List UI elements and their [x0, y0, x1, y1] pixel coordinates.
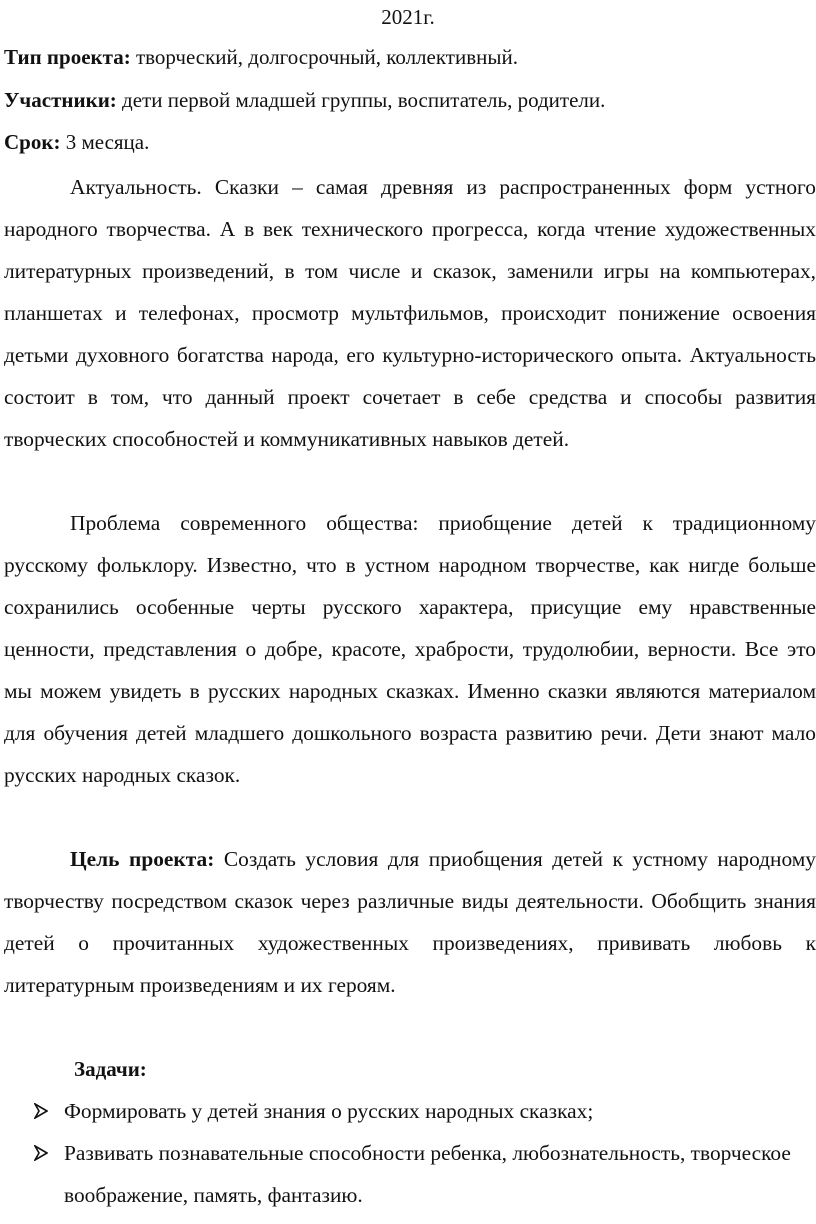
project-type-label: Тип проекта:	[4, 45, 131, 69]
document-year: 2021г.	[381, 5, 435, 29]
project-type-value: творческий, долгосрочный, коллективный.	[130, 45, 518, 69]
task-text: Развивать познавательные способности ребенка, любознательность, творческое воображение, память, фантазию.	[64, 1141, 791, 1207]
goal-text: Создать условия для приобщения детей к устному народному творчеству посредством сказок через различные виды деятельности. Обобщить знания детей о прочитанных художественных произведениях, прививать любовь к литературным произведениям и их героям.	[4, 847, 816, 997]
participants-label: Участники:	[4, 88, 117, 112]
arrow-check-bullet-icon	[34, 1145, 48, 1161]
list-item	[0, 1132, 812, 1216]
goal-label: Цель проекта:	[70, 847, 215, 871]
tasks-list	[0, 1090, 816, 1216]
tasks-heading: Задачи:	[74, 1057, 147, 1081]
participants-value: дети первой младшей группы, воспитатель, родители.	[116, 88, 606, 112]
task-text: Формировать у детей знания о русских народных сказках;	[64, 1099, 594, 1123]
participants-line	[4, 87, 812, 113]
term-label: Срок:	[4, 130, 61, 154]
relevance-paragraph: Актуальность. Сказки – самая древняя из распространенных форм устного народного творчества. А в век технического прогресса, когда чтение художественных литературных произведений, в том числе и сказок, заменили игры на компьютерах, планшетах и телефонах, просмотр мультфильмов, происходит понижение освоения детьми духовного богатства народа, его культурно-исторического опыта. Актуальность состоит в том, что данный проект сочетает в себе средства и способы развития творческих способностей и коммуникативных навыков детей.	[4, 175, 816, 451]
arrow-check-bullet-icon	[34, 1103, 48, 1119]
term-line	[4, 129, 812, 155]
list-item	[0, 1090, 812, 1132]
project-type-line	[4, 44, 812, 70]
problem-paragraph: Проблема современного общества: приобщение детей к традиционному русскому фольклору. Известно, что в устном народном творчестве, как нигде больше сохранились особенные черты русского характера, присущие ему нравственные ценности, представления о добре, красоте, храбрости, трудолюбии, верности. Все это мы можем увидеть в русских народных сказках. Именно сказки являются материалом для обучения детей младшего дошкольного возраста развитию речи. Дети знают мало русских народных сказок.	[4, 511, 816, 787]
goal-paragraph	[4, 838, 816, 1006]
term-value: 3 месяца.	[60, 130, 150, 154]
